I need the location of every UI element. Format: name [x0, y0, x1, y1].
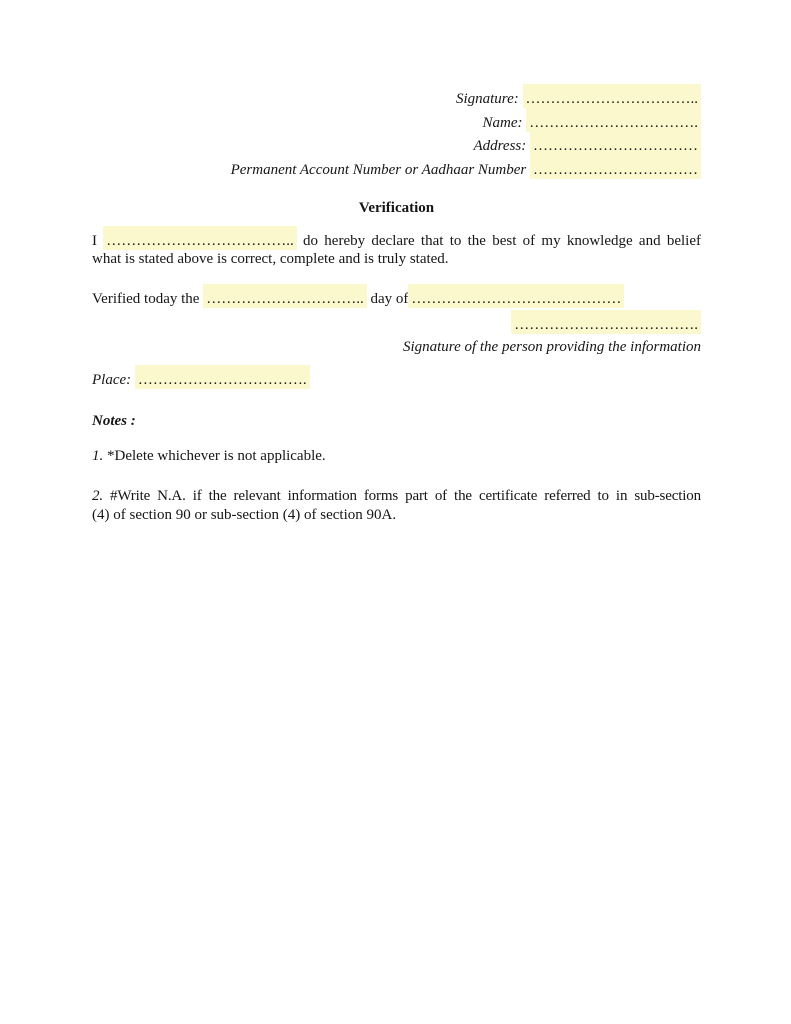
signature-label: Signature:: [455, 91, 519, 107]
verified-connector: day of: [370, 291, 409, 308]
verified-day-blank[interactable]: …………………………..: [203, 284, 367, 308]
address-label: Address:: [473, 138, 527, 154]
note-2-text-line1: #Write N.A. if the relevant information forms part of the certificate referred to in sub-section: [109, 488, 701, 505]
note-1-text: *Delete whichever is not applicable.: [107, 447, 326, 464]
declarant-name-blank[interactable]: ………………………………..: [103, 226, 297, 250]
note-2-line1: [92, 487, 701, 506]
verified-prefix: Verified today the: [92, 291, 200, 308]
note-2-text-line2: (4) of section 90 or sub-section (4) of section 90A.: [92, 507, 397, 524]
place-line: [92, 371, 701, 390]
declaration-pronoun: I: [92, 232, 97, 249]
verified-today-line: [92, 290, 701, 309]
note-2-number: 2.: [92, 488, 103, 505]
header-fields: [92, 88, 701, 182]
place-label: Place:: [92, 372, 132, 389]
declaration-line1-text: do hereby declare that to the best of my knowledge and belief: [303, 232, 701, 249]
address-blank[interactable]: ……………………………: [530, 131, 701, 155]
signature-blank[interactable]: ……………………………..: [523, 84, 702, 108]
provider-signature-blank[interactable]: ……………………………….: [511, 310, 701, 334]
verification-heading: Verification: [358, 200, 435, 216]
note-1-number: 1.: [92, 447, 104, 464]
name-label: Name:: [482, 114, 523, 131]
pan-aadhaar-label: Permanent Account Number or Aadhaar Number: [230, 161, 527, 178]
field-pan-aadhaar: [92, 159, 701, 183]
declaration-line2: what is stated above is correct, complete and is truly stated.: [92, 251, 449, 268]
notes-heading: Notes :: [92, 412, 136, 429]
provider-signature-line: [92, 316, 701, 335]
pan-aadhaar-blank[interactable]: ……………………………: [530, 155, 701, 179]
name-blank[interactable]: …………………………….: [526, 108, 701, 132]
declaration-paragraph: [92, 232, 701, 269]
place-blank[interactable]: …………………………….: [135, 365, 310, 389]
note-item-2: [92, 487, 701, 524]
note-item-1: [92, 447, 701, 466]
signature-caption: Signature of the person providing the information: [402, 338, 701, 355]
verified-month-blank[interactable]: ……………………………………: [408, 284, 624, 308]
declaration-line1: [92, 232, 701, 251]
